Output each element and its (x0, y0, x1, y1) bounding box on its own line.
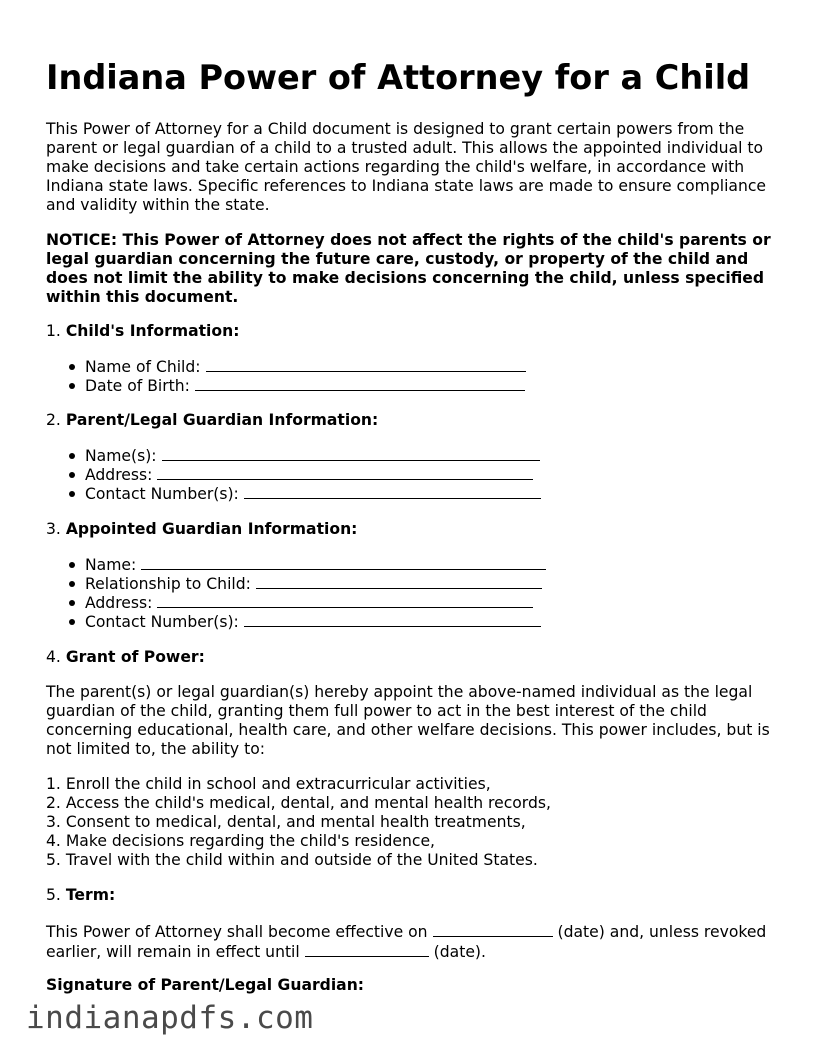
parent-address-blank[interactable] (157, 465, 533, 480)
section-number: 1. (46, 322, 61, 340)
section-grant-heading (46, 648, 205, 667)
section-number: 4. (46, 648, 61, 666)
field-label: Address: (85, 466, 153, 484)
field-guardian-address (66, 593, 546, 612)
field-label: Name: (85, 556, 137, 574)
parent-contact-blank[interactable] (244, 484, 541, 499)
field-label: Address: (85, 594, 153, 612)
watermark-text: indianapdfs.com (26, 1000, 314, 1036)
guardian-address-blank[interactable] (157, 593, 533, 608)
end-date-blank[interactable] (305, 942, 429, 957)
section-number: 3. (46, 520, 61, 538)
power-item: 3. Consent to medical, dental, and mental health treatments, (46, 813, 526, 831)
parent-names-blank[interactable] (162, 446, 540, 461)
field-label: Date of Birth: (85, 377, 190, 395)
field-label: Name(s): (85, 447, 157, 465)
guardian-relationship-blank[interactable] (256, 574, 542, 589)
field-parent-names (66, 446, 541, 465)
child-dob-blank[interactable] (195, 376, 525, 391)
term-paragraph (46, 922, 776, 962)
child-name-blank[interactable] (206, 357, 526, 372)
notice-paragraph: NOTICE: This Power of Attorney does not affect the rights of the child's parents or legal guardian concerning the future care, custody, or property of the child and does not limit the ability to make decisions concerning the child, unless specified within this document. (46, 231, 771, 306)
term-text-3: (date). (433, 943, 486, 961)
parent-fields (66, 446, 541, 503)
power-item: 4. Make decisions regarding the child's residence, (46, 832, 436, 850)
page-title: Indiana Power of Attorney for a Child (46, 58, 751, 97)
field-guardian-name (66, 555, 546, 574)
term-text-1: This Power of Attorney shall become effective on (46, 923, 428, 941)
section-parent-heading (46, 411, 378, 430)
section-title: Grant of Power: (65, 648, 205, 666)
field-guardian-contact (66, 612, 546, 631)
section-number: 5. (46, 886, 61, 904)
section-title: Term: (65, 886, 116, 904)
section-guardian-heading (46, 520, 357, 539)
field-child-dob (66, 376, 526, 395)
signature-heading: Signature of Parent/Legal Guardian: (46, 976, 365, 994)
power-item: 1. Enroll the child in school and extracurricular activities, (46, 775, 491, 793)
grant-paragraph: The parent(s) or legal guardian(s) hereby appoint the above-named individual as the legal guardian of the child, granting them full power to act in the best interest of the child concerning educational, health care, and other welfare decisions. This power includes, but is not limited to, the ability to: (46, 683, 770, 758)
section-title: Parent/Legal Guardian Information: (65, 411, 379, 429)
child-fields (66, 357, 526, 395)
guardian-contact-blank[interactable] (244, 612, 541, 627)
guardian-fields (66, 555, 546, 631)
powers-list (46, 775, 551, 870)
field-parent-address (66, 465, 541, 484)
power-item: 2. Access the child's medical, dental, and mental health records, (46, 794, 551, 812)
section-child-heading (46, 322, 239, 341)
intro-paragraph: This Power of Attorney for a Child document is designed to grant certain powers from the parent or legal guardian of a child to a trusted adult. This allows the appointed individual to make decisions and take certain actions regarding the child's welfare, in accordance with Indiana state laws. Specific references to Indiana state laws are made to ensure compliance and validity within the state. (46, 120, 767, 214)
term-text-2: (date) and, unless revoked earlier, will remain in effect until (46, 923, 767, 961)
guardian-name-blank[interactable] (141, 555, 546, 570)
field-guardian-relationship (66, 574, 546, 593)
field-label: Name of Child: (85, 358, 201, 376)
field-label: Contact Number(s): (85, 613, 239, 631)
power-item: 5. Travel with the child within and outside of the United States. (46, 851, 538, 869)
field-parent-contact (66, 484, 541, 503)
section-term-heading (46, 886, 115, 905)
field-label: Relationship to Child: (85, 575, 251, 593)
section-title: Child's Information: (65, 322, 240, 340)
field-label: Contact Number(s): (85, 485, 239, 503)
effective-date-blank[interactable] (433, 922, 553, 937)
section-title: Appointed Guardian Information: (65, 520, 358, 538)
section-number: 2. (46, 411, 61, 429)
field-child-name (66, 357, 526, 376)
